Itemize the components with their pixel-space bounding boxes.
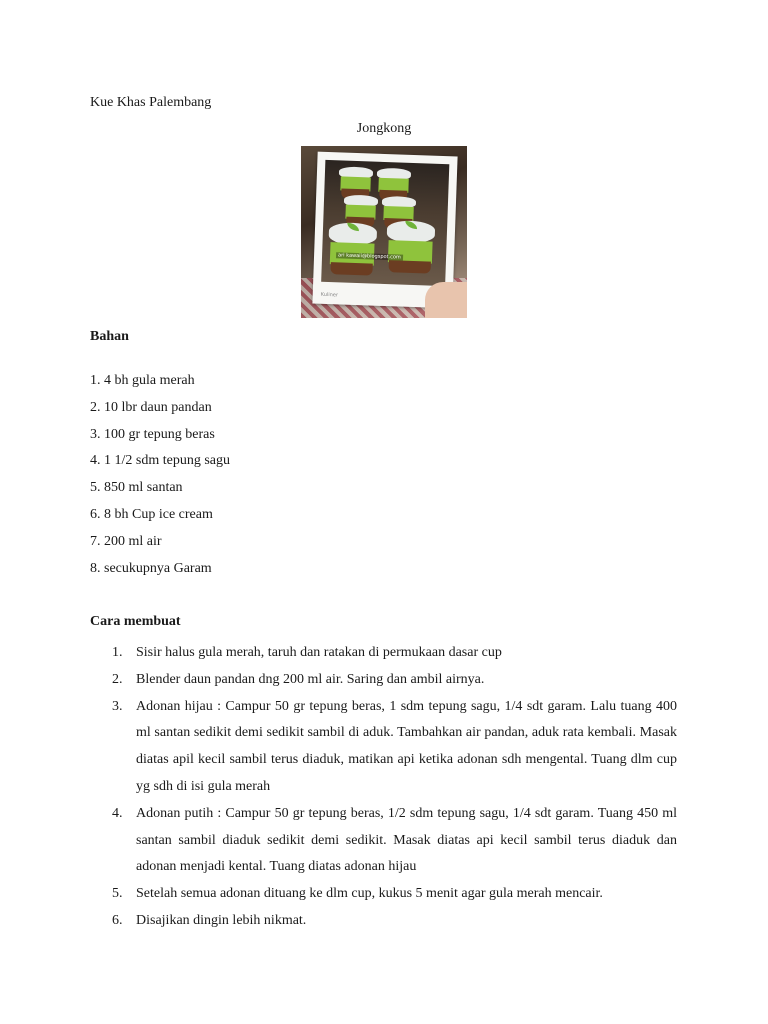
recipe-title: Jongkong <box>356 121 412 136</box>
polaroid-caption: Kuliner <box>320 291 339 299</box>
ingredient-item: 8. secukupnya Garam <box>90 560 212 576</box>
ingredients-heading: Bahan <box>90 329 129 344</box>
ingredients-list <box>90 372 230 586</box>
step-text: Setelah semua adonan dituang ke dlm cup, kukus 5 menit agar gula merah mencair. <box>136 886 603 902</box>
document-title: Kue Khas Palembang <box>90 95 212 110</box>
hand-graphic <box>425 282 467 318</box>
method-step <box>112 694 677 801</box>
method-heading: Cara membuat <box>90 614 181 629</box>
method-step <box>112 640 677 667</box>
step-text: Blender daun pandan dng 200 ml air. Saring dan ambil airnya. <box>136 671 485 687</box>
step-number: 3. <box>112 698 123 714</box>
dessert-cup-graphic <box>385 220 435 276</box>
step-number: 5. <box>112 886 123 902</box>
method-step <box>112 881 677 908</box>
ingredient-item: 6. 8 bh Cup ice cream <box>90 506 213 522</box>
step-text: Disajikan dingin lebih nikmat. <box>136 912 307 928</box>
ingredient-item: 5. 850 ml santan <box>90 480 183 496</box>
step-number: 6. <box>112 912 123 928</box>
step-number: 1. <box>112 645 123 660</box>
ingredient-item: 4. 1 1/2 sdm tepung sagu <box>90 453 230 469</box>
step-number: 2. <box>112 671 123 687</box>
dessert-cup-graphic <box>327 222 377 278</box>
method-step <box>112 667 677 694</box>
photo-watermark: ari kawaii@blogspot.com <box>337 252 401 261</box>
step-text: Adonan hijau : Campur 50 gr tepung beras, 1 sdm tepung sagu, 1/4 sdt garam. Lalu tuang 400 ml santan sedikit demi sedikit sambil di aduk. Tambahkan air pandan, aduk rata kembali. Masak diatas apil kecil sambil terus diaduk, matikan api ketika adonan sdh mengental. Tuang dlm cup yg sdh di isi gula merah <box>136 698 677 794</box>
step-number: 4. <box>112 805 123 821</box>
ingredient-item: 3. 100 gr tepung beras <box>90 426 215 442</box>
recipe-photo <box>301 146 467 318</box>
method-step <box>112 908 677 935</box>
method-steps-list <box>112 640 677 935</box>
step-text: Sisir halus gula merah, taruh dan ratakan di permukaan dasar cup <box>136 645 502 660</box>
method-step <box>112 801 677 881</box>
ingredient-item: 2. 10 lbr daun pandan <box>90 399 212 415</box>
ingredient-item: 1. 4 bh gula merah <box>90 373 195 388</box>
ingredient-item: 7. 200 ml air <box>90 533 162 549</box>
step-text: Adonan putih : Campur 50 gr tepung beras, 1/2 sdm tepung sagu, 1/4 sdt garam. Tuang 450 ml santan sambil diaduk sedikit demi sedikit. Masak diatas api kecil sambil terus diaduk dan adonan menjadi kental. Tuang diatas adonan hijau <box>136 805 677 875</box>
polaroid-image <box>321 160 449 286</box>
